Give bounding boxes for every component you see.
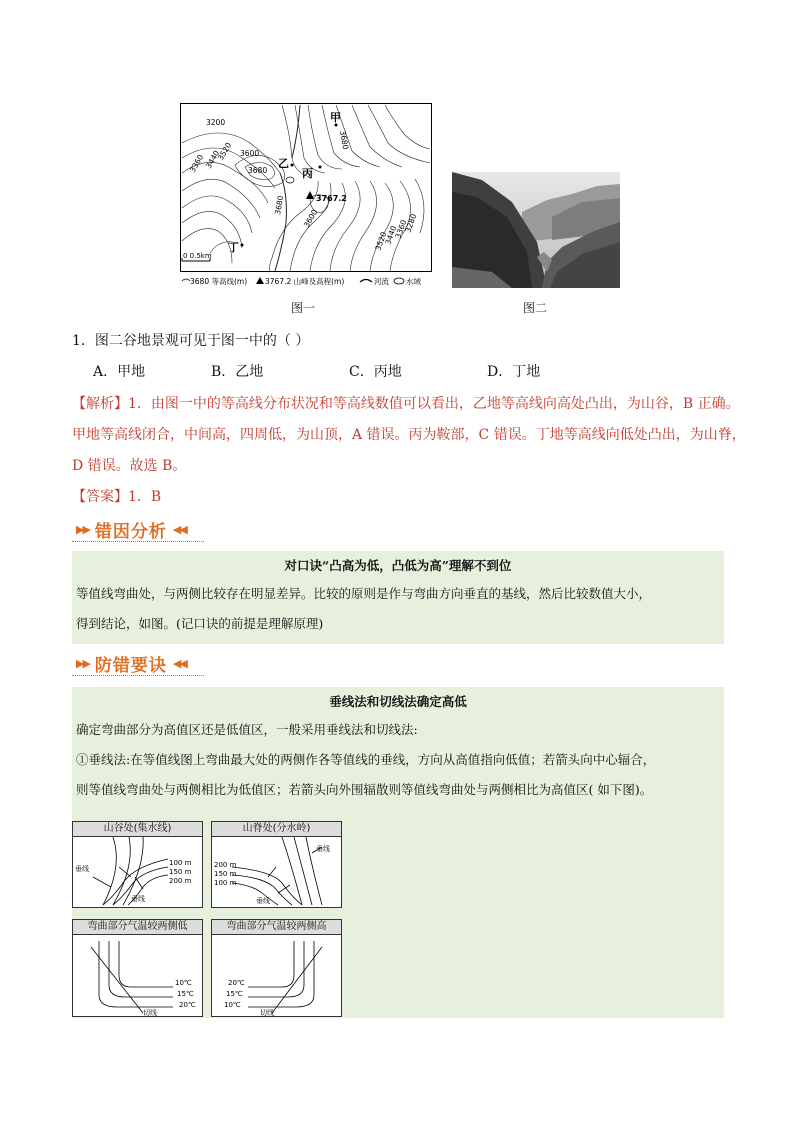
double-arrow-right-icon: ▶▶ (76, 523, 89, 536)
option-d: D．丁地 (487, 364, 541, 380)
diagram-temp-low-title: 弯曲部分气温较两侧低 (73, 920, 202, 935)
diagram-label: 150 m (214, 870, 237, 878)
legend-contour: 3680 等高线(m) (190, 277, 248, 286)
option-a: A．甲地 (93, 364, 146, 380)
contour-label: 3680 (273, 194, 286, 216)
diagram-label: 切线 (143, 1009, 157, 1016)
section1-line1: 等值线弯曲处，与两侧比较存在明显差异。比较的原则是作与弯曲方向垂直的基线，然后比较数值大小， (76, 586, 652, 601)
legend-water: 水域 (406, 277, 421, 286)
river-legend-icon (360, 280, 372, 283)
legend-peak: 3767.2 山峰及高程(m) (265, 277, 345, 286)
double-arrow-left-icon: ◀◀ (172, 523, 186, 536)
figure1-map (180, 103, 432, 287)
contour-label: 3520 (215, 140, 234, 162)
contour-label: 3360 (187, 152, 206, 174)
contour-label: 3440 (203, 148, 222, 170)
place-bing: 丙 (302, 167, 313, 180)
section1-box (72, 551, 724, 644)
figure2-caption: 图二 (523, 301, 548, 315)
section2-banner (76, 651, 186, 676)
answer-tag: 【答案】 (72, 489, 128, 505)
section2-line1: 确定弯曲部分为高值区还是低值区，一般采用垂线法和切线法: (76, 722, 418, 737)
place-yi: 乙 (278, 157, 289, 170)
diagram-label: 垂线 (131, 895, 145, 903)
section2-title: 防错要诀 (94, 656, 167, 676)
option-c: C．丙地 (349, 364, 402, 380)
diagram-temp-low (72, 919, 203, 1017)
diagram-label: 150 m (169, 868, 192, 876)
diagram-label: 20℃ (228, 979, 245, 987)
diagram-label: 100 m (214, 879, 237, 887)
water-legend-icon (394, 278, 404, 284)
section1-box-title: 对口诀“凸高为低，凸低为高”理解不到位 (284, 558, 512, 573)
place-ding: 丁 (228, 241, 239, 254)
diagram-label: 垂线 (256, 897, 270, 905)
diagram-temp-high (211, 919, 342, 1017)
answer-text: 1．B (128, 489, 162, 505)
diagram-label: 200 m (169, 877, 192, 885)
diagram-ridge (211, 821, 342, 908)
diagram-label: 200 m (214, 861, 237, 869)
analysis-tag: 【解析】 (72, 396, 128, 412)
diagram-label: 切线 (260, 1009, 274, 1016)
analysis-line2: 甲地等高线闭合，中间高，四周低，为山顶，A 错误。丙为鞍部，C 错误。丁地等高线向低处凸出，为山脊， (72, 427, 746, 443)
diagram-label: 垂线 (75, 865, 89, 873)
diagram-valley (72, 821, 203, 908)
section1-line2: 得到结论，如图。(记口诀的前提是理解原理) (76, 616, 324, 631)
section1-banner (76, 517, 186, 542)
contour-label: 3200 (206, 118, 226, 127)
section2-line3: 则等值线弯曲处与两侧相比为低值区；若箭头向外围辐散则等值线弯曲处与两侧相比为高值区( 如下图)。 (76, 782, 653, 797)
double-arrow-left-icon: ◀◀ (172, 657, 186, 670)
diagram-label: 100 m (169, 859, 192, 867)
section2-box-title: 垂线法和切线法确定高低 (329, 694, 467, 709)
scale-text: 0 0.5km (183, 252, 212, 260)
legend-river: 河流 (374, 277, 389, 286)
option-b: B．乙地 (211, 364, 264, 380)
section1-title: 错因分析 (94, 522, 167, 542)
contour-label: 3600 (301, 207, 320, 229)
question-stem: 1．图二谷地景观可见于图一中的（ ） (72, 333, 310, 349)
contour-legend-icon (182, 279, 190, 281)
analysis-line3: D 错误。故选 B。 (72, 458, 187, 474)
analysis-line1 (72, 393, 740, 413)
peak-legend-icon (256, 277, 264, 284)
diagram-label: 15℃ (177, 990, 194, 998)
diagram-label: 20℃ (179, 1001, 196, 1009)
contour-label: 3680 (338, 129, 351, 151)
diagram-temp-high-title: 弯曲部分气温较两侧高 (212, 920, 341, 935)
place-jia: 甲 (330, 111, 341, 124)
contour-label: 3360 (393, 218, 409, 240)
contour-label: 3440 (383, 224, 399, 246)
section2-line2: ①垂线法:在等值线图上弯曲最大处的两侧作各等值线的垂线，方向从高值指向低值；若箭头向中心辐合， (76, 752, 656, 767)
contour-label: 3600 (240, 149, 260, 158)
diagram-valley-title: 山谷处(集水线) (73, 822, 202, 837)
diagram-label: 垂线 (316, 845, 330, 853)
figure1-caption: 图一 (291, 301, 316, 315)
peak-value: 3767.2 (316, 194, 347, 203)
contour-label: 3520 (373, 230, 389, 252)
answer (72, 486, 161, 506)
diagram-label: 15℃ (226, 990, 243, 998)
diagram-label: 10℃ (175, 979, 192, 987)
diagram-label: 10℃ (224, 1001, 241, 1009)
analysis-text: 1．由图一中的等高线分布状况和等高线数值可以看出，乙地等高线向高处凸出，为山谷，B 正确。 (128, 396, 740, 412)
figure2-photo (452, 172, 620, 288)
contour-label: 3280 (403, 212, 419, 234)
double-arrow-right-icon: ▶▶ (76, 657, 89, 670)
diagram-ridge-title: 山脊处(分水岭) (212, 822, 341, 837)
contour-label: 3680 (248, 166, 268, 175)
